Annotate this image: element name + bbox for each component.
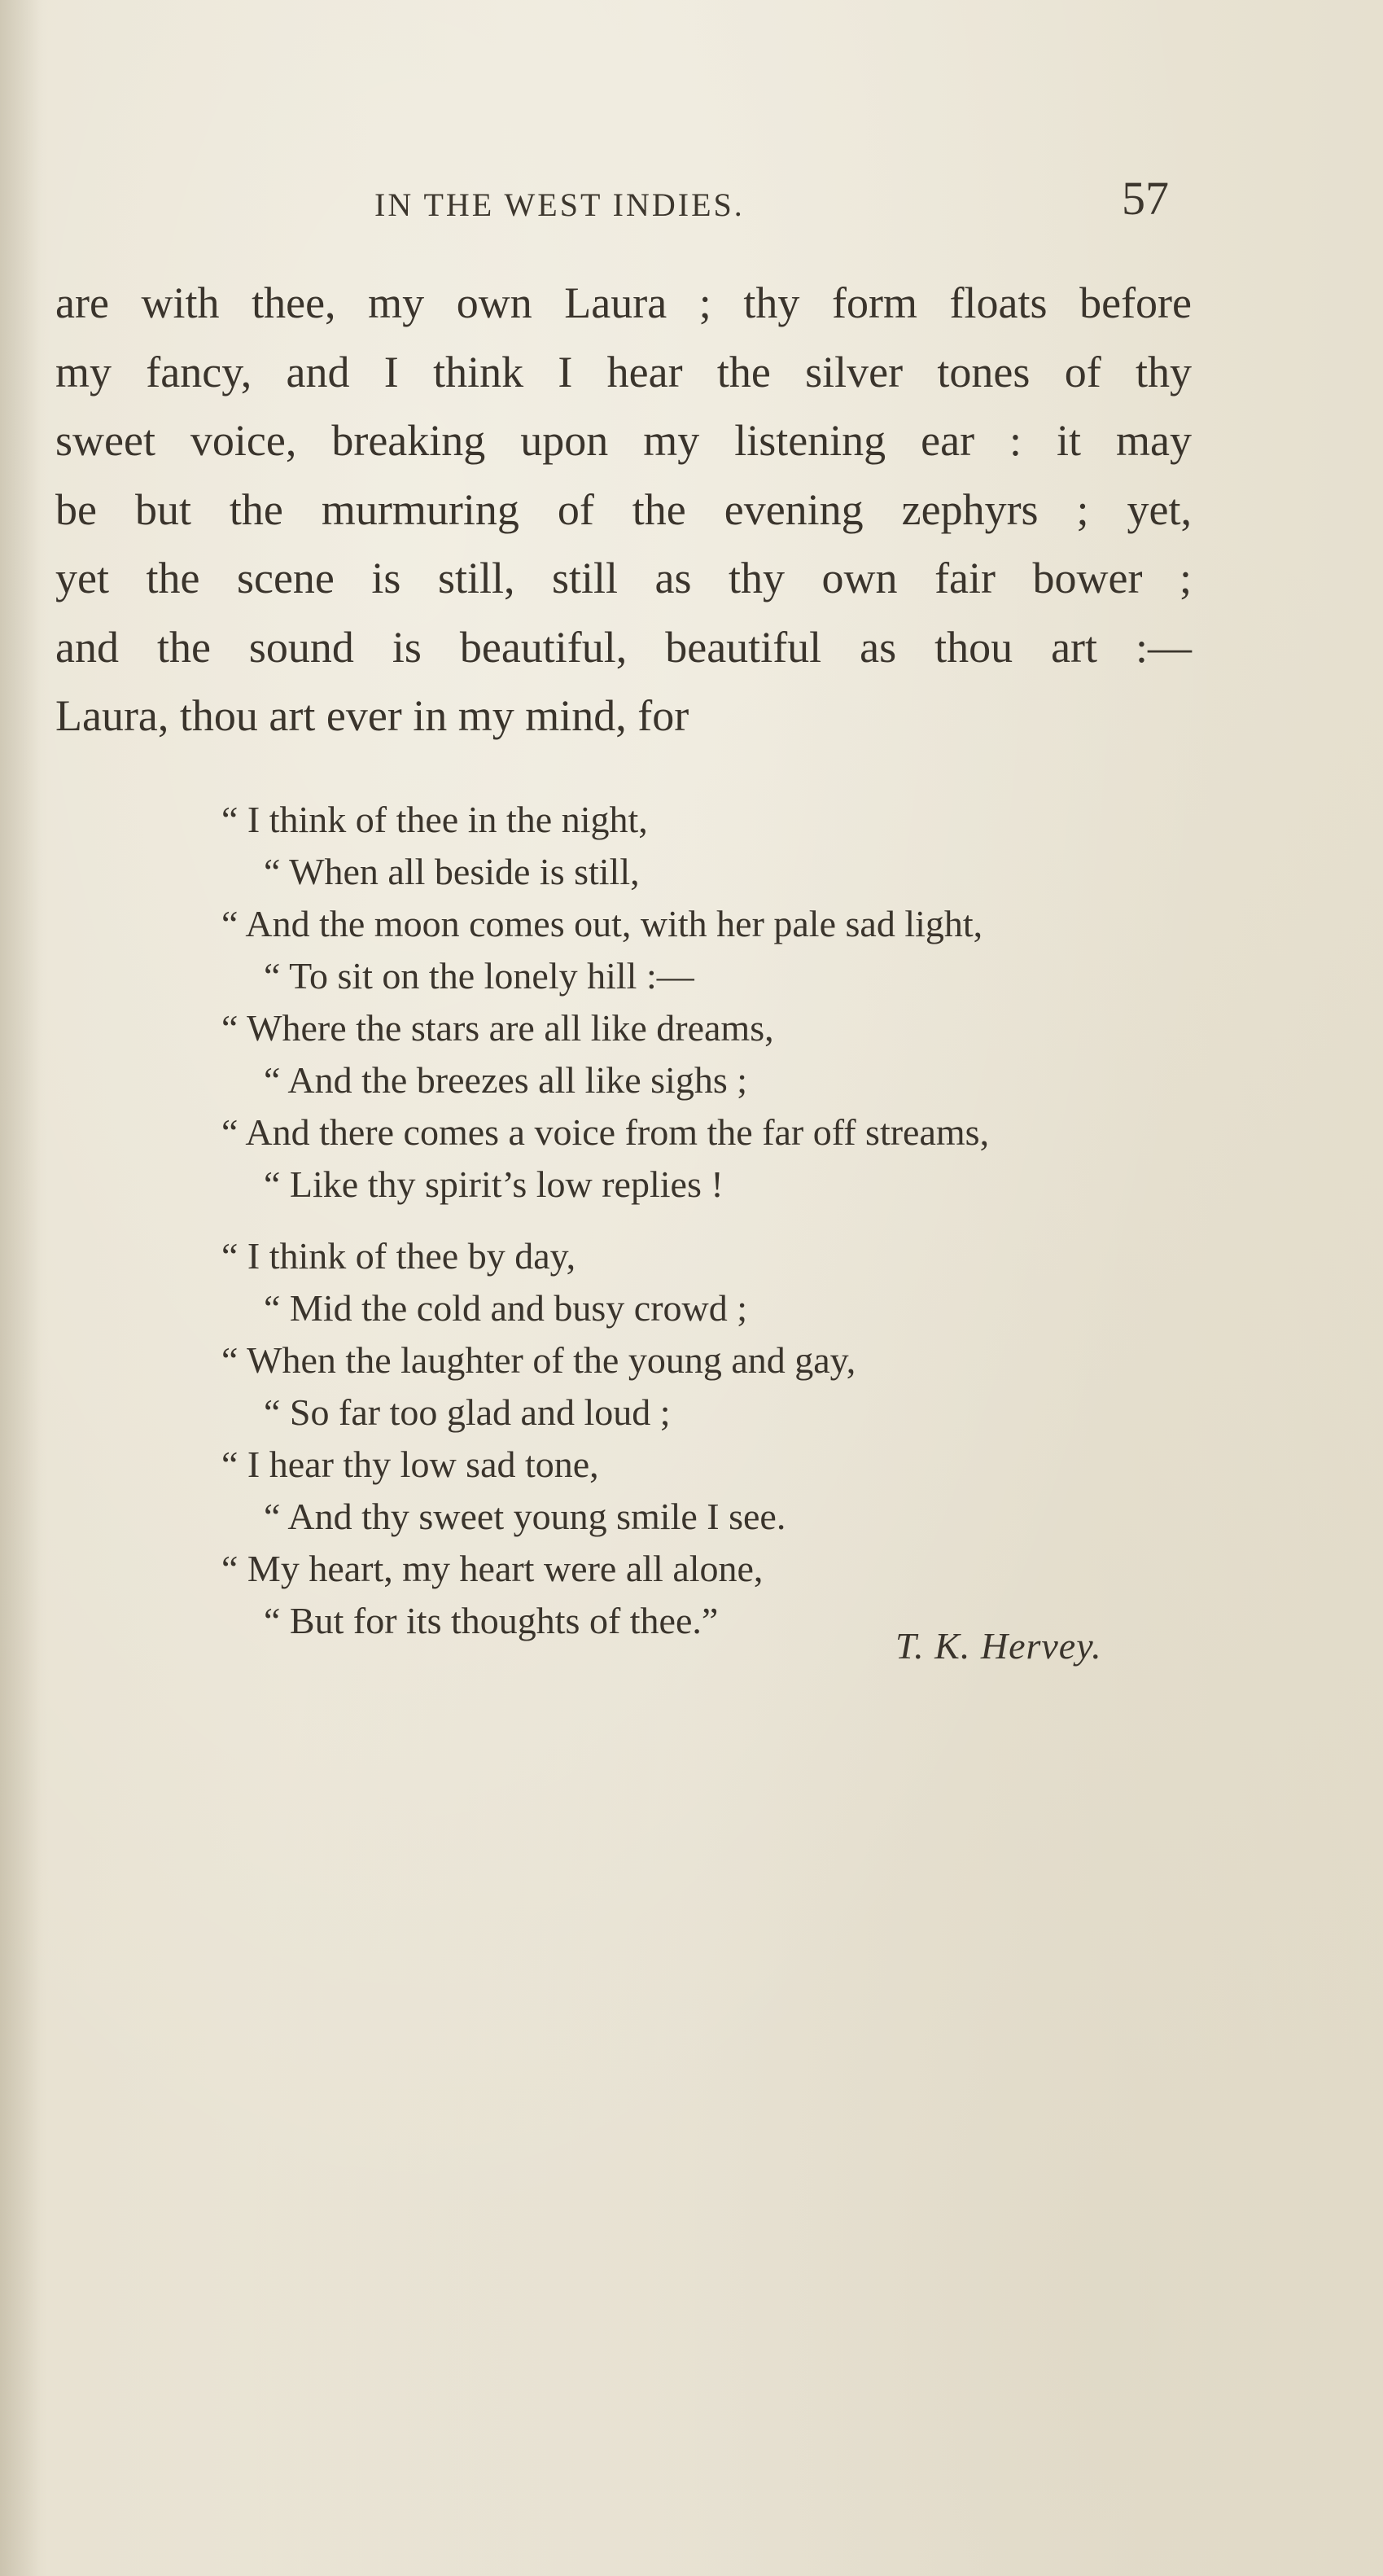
poem-attribution: T. K. Hervey. bbox=[895, 1625, 1102, 1667]
poem-stanza bbox=[221, 794, 1198, 1211]
poem-line: “ I hear thy low sad tone, bbox=[221, 1444, 599, 1485]
poem-line: “ When all beside is still, bbox=[264, 851, 640, 892]
poem-line: “ To sit on the lonely hill :— bbox=[264, 955, 694, 997]
running-head: IN THE WEST INDIES. bbox=[374, 186, 745, 223]
page-number: 57 bbox=[1122, 172, 1169, 225]
poem bbox=[221, 794, 1198, 1667]
poem-line: “ Mid the cold and busy crowd ; bbox=[264, 1287, 748, 1329]
prose-line: yet the scene is still, still as thy own fair bower ; bbox=[55, 554, 1192, 602]
poem-line: “ And there comes a voice from the far off streams, bbox=[221, 1111, 990, 1153]
poem-stanza bbox=[221, 1230, 1198, 1647]
prose-line: be but the murmuring of the evening zephyrs ; yet, bbox=[55, 484, 1192, 534]
poem-line: “ And the breezes all like sighs ; bbox=[264, 1059, 748, 1101]
prose-line: sweet voice, breaking upon my listening ear : it may bbox=[55, 416, 1192, 465]
poem-line: “ My heart, my heart were all alone, bbox=[221, 1548, 764, 1589]
prose-paragraph bbox=[55, 269, 1192, 751]
poem-line: “ I think of thee by day, bbox=[221, 1235, 576, 1277]
prose-line: Laura, thou art ever in my mind, for bbox=[55, 691, 689, 740]
prose-line: my fancy, and I think I hear the silver tones of thy bbox=[55, 347, 1192, 396]
poem-line: “ But for its thoughts of thee.” bbox=[264, 1600, 719, 1641]
poem-line: “ Like thy spirit’s low replies ! bbox=[264, 1163, 724, 1205]
poem-line: “ And the moon comes out, with her pale sad light, bbox=[221, 903, 983, 944]
poem-line: “ And thy sweet young smile I see. bbox=[264, 1496, 786, 1537]
prose-line: are with thee, my own Laura ; thy form floats before bbox=[55, 278, 1192, 327]
poem-line: “ I think of thee in the night, bbox=[221, 799, 648, 840]
poem-line: “ So far too glad and loud ; bbox=[264, 1391, 671, 1433]
prose-line: and the sound is beautiful, beautiful as thou art :— bbox=[55, 622, 1192, 672]
poem-line: “ Where the stars are all like dreams, bbox=[221, 1007, 774, 1049]
gutter-shadow bbox=[0, 0, 41, 2576]
poem-line: “ When the laughter of the young and gay, bbox=[221, 1339, 856, 1381]
